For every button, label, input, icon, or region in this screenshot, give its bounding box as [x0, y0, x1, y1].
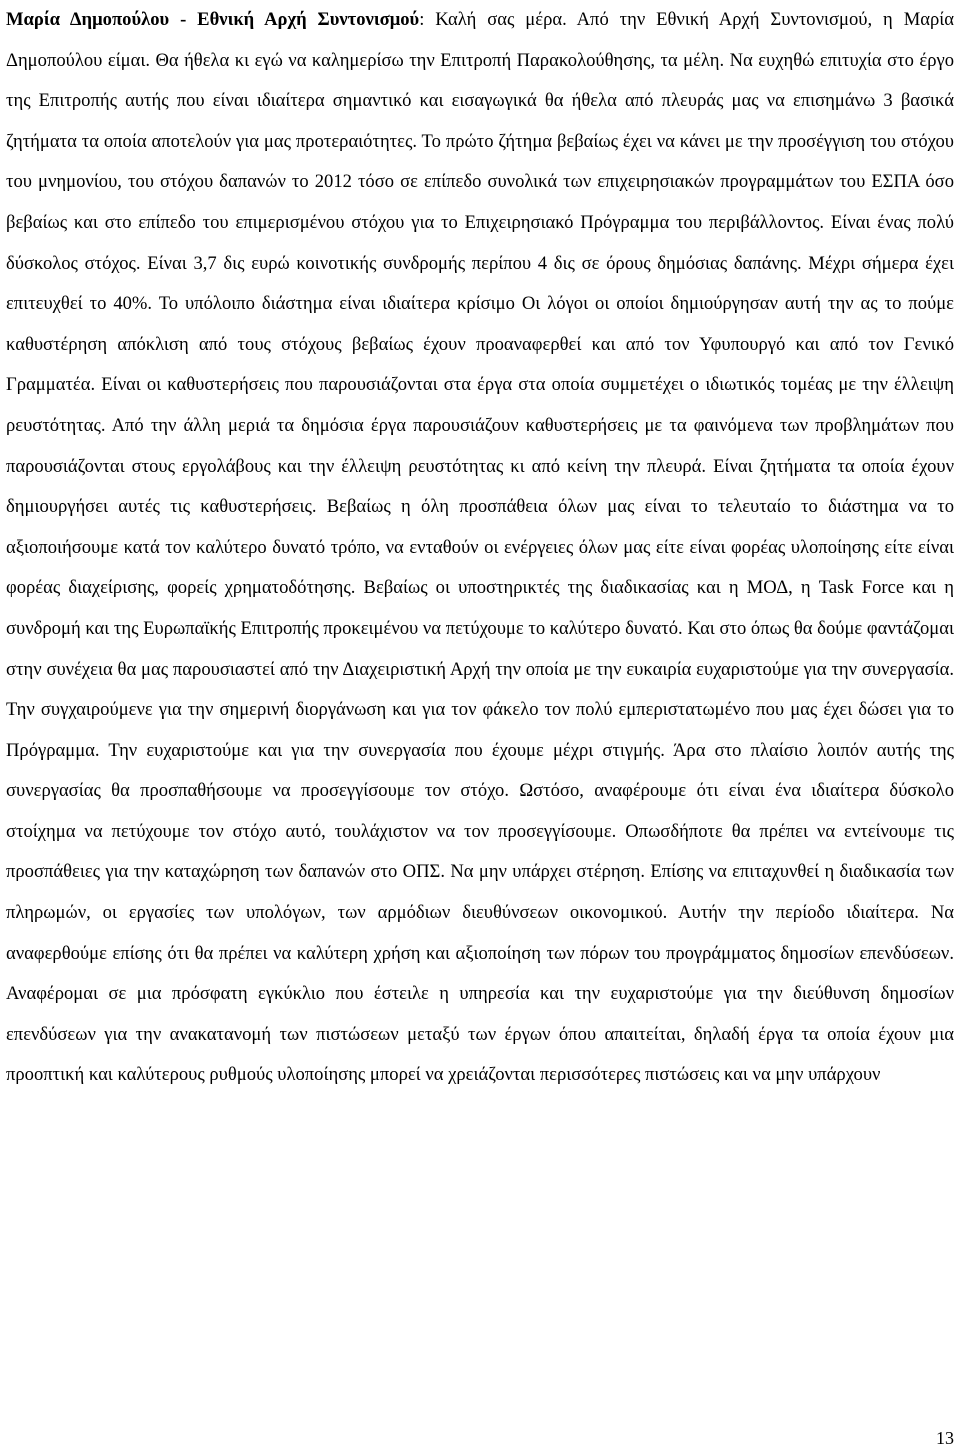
speaker-separator: :	[419, 9, 425, 30]
speaker-name: Μαρία Δημοπούλου - Εθνική Αρχή Συντονισμού	[6, 9, 420, 30]
transcript-paragraph	[6, 0, 954, 1096]
page-number: 13	[936, 1428, 954, 1448]
transcript-body: Καλή σας μέρα. Από την Εθνική Αρχή Συντονισμού, η Μαρία Δημοπούλου είμαι. Θα ήθελα κι εγώ να καλημερίσω την Επιτροπή Παρακολούθησης, τα μέλη. Να ευχηθώ επιτυχία στο έργο της Επιτροπής αυτής που είναι ιδιαίτερα σημαντικό και εισαγωγικά θα ήθελα από πλευράς μας να επισημάνω 3 βασικά ζητήματα τα οποία αποτελούν για μας προτεραιότητες. Το πρώτο ζήτημα βεβαίως έχει να κάνει με την προσέγγιση του στόχου του μνημονίου, του στόχου δαπανών το 2012 τόσο σε επίπεδο συνολικά των επιχειρησιακών προγραμμάτων του ΕΣΠΑ όσο βεβαίως και στο επίπεδο του επιμερισμένου στόχου για το Επιχειρησιακό Πρόγραμμα του περιβάλλοντος. Είναι ένας πολύ δύσκολος στόχος. Είναι 3,7 δις ευρώ κοινοτικής συνδρομής περίπου 4 δις σε όρους δημόσιας δαπάνης. Μέχρι σήμερα έχει επιτευχθεί το 40%. Το υπόλοιπο διάστημα είναι ιδιαίτερα κρίσιμο Οι λόγοι οι οποίοι δημιούργησαν αυτή την ας το πούμε καθυστέρηση απόκλιση από τους στόχους βεβαίως έχουν προαναφερθεί και από τον Υφυπουργό και από τον Γενικό Γραμματέα. Είναι οι καθυστερήσεις που παρουσιάζονται στα έργα στα οποία συμμετέχει ο ιδιωτικός τομέας με την έλλειψη ρευστότητας. Από την άλλη μεριά τα δημόσια έργα παρουσιάζουν καθυστερήσεις με τα φαινόμενα των προβλημάτων που παρουσιάζονται στους εργολάβους και την έλλειψη ρευστότητας κι από κείνη την πλευρά. Είναι ζητήματα τα οποία έχουν δημιουργήσει αυτές τις καθυστερήσεις. Βεβαίως η όλη προσπάθεια όλων μας είναι το τελευταίο το διάστημα να το αξιοποιήσουμε κατά τον καλύτερο δυνατό τρόπο, να ενταθούν οι ενέργειες όλων μας είτε είναι φορέας υλοποίησης είτε είναι φορέας διαχείρισης, φορείς χρηματοδότησης. Βεβαίως οι υποστηρικτές της διαδικασίας και η ΜΟΔ, η Task Force και η συνδρομή και της Ευρωπαϊκής Επιτροπής προκειμένου να πετύχουμε το καλύτερο δυνατό. Και στο όπως θα δούμε φαντάζομαι στην συνέχεια θα μας παρουσιαστεί από την Διαχειριστική Αρχή την οποία με την ευκαιρία ευχαριστούμε για την συνεργασία. Την συγχαιρούμενε για την σημερινή διοργάνωση και για τον φάκελο τον πολύ εμπεριστατωμένο που μας έχει δώσει για το Πρόγραμμα. Την ευχαριστούμε και για την συνεργασία που έχουμε μέχρι στιγμής. Άρα στο πλαίσιο λοιπόν αυτής της συνεργασίας θα προσπαθήσουμε να προσεγγίσουμε τον στόχο. Ωστόσο, αναφέρουμε ότι είναι ένα ιδιαίτερα δύσκολο στοίχημα να πετύχουμε τον στόχο αυτό, τουλάχιστον να τον προσεγγίσουμε. Οπωσδήποτε θα πρέπει να εντείνουμε τις προσπάθειες για την καταχώρηση των δαπανών στο ΟΠΣ. Να μην υπάρχει στέρηση. Επίσης να επιταχυνθεί η διαδικασία των πληρωμών, οι εργασίες των υπολόγων, των αρμόδιων διευθύνσεων οικονομικού. Αυτήν την περίοδο ιδιαίτερα. Να αναφερθούμε επίσης ότι θα πρέπει να καλύτερη χρήση και αξιοποίηση των πόρων του προγράμματος δημοσίων επενδύσεων. Αναφέρομαι σε μια πρόσφατη εγκύκλιο που έστειλε η υπηρεσία και την ευχαριστούμε για την διεύθυνση δημοσίων επενδύσεων για την ανακατανομή των πιστώσεων μεταξύ των έργων όπου απαιτείται, δηλαδή έργα τα οποία έχουν μια προοπτική και καλύτερους ρυθμούς υλοποίησης μπορεί να χρειάζονται περισσότερες πιστώσεις και να μην υπάρχουν	[6, 9, 954, 1086]
